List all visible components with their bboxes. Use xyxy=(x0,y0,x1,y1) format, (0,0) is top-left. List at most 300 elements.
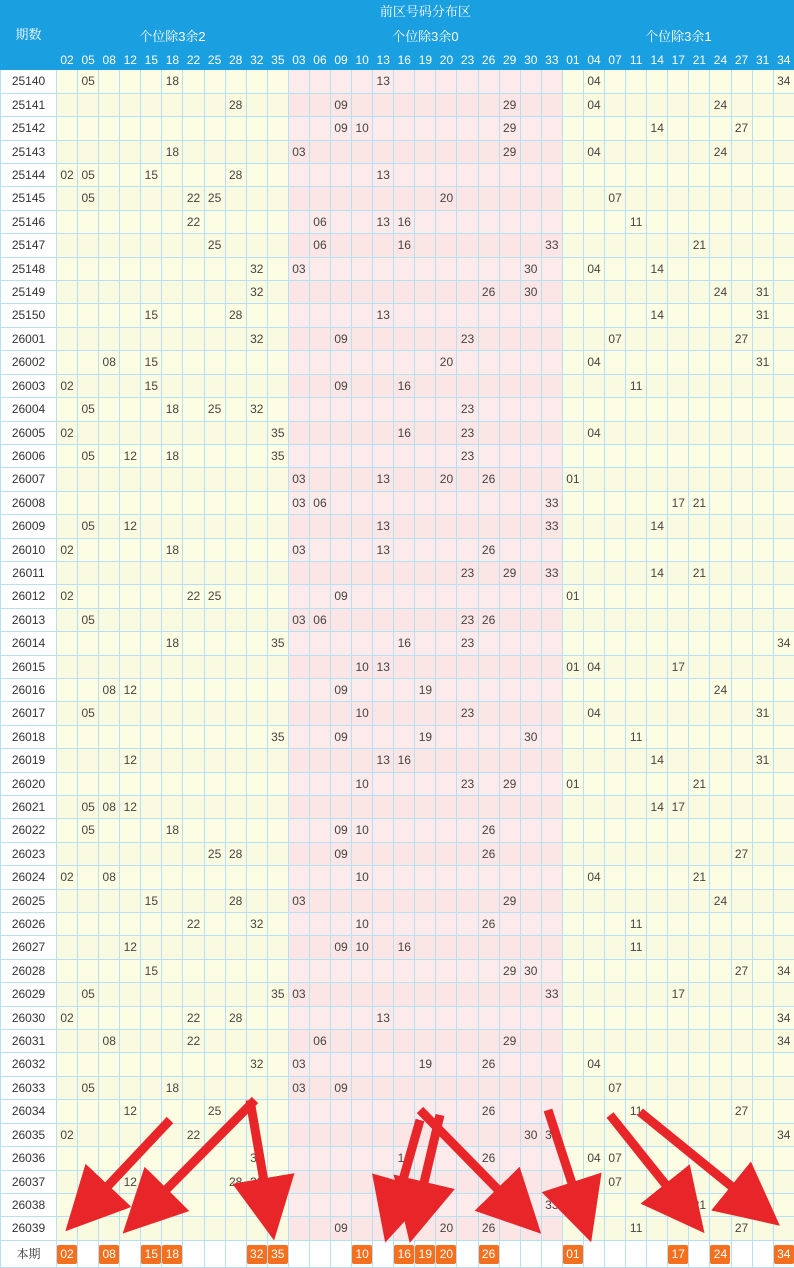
hit-cell: 18 xyxy=(162,632,183,655)
empty-cell xyxy=(478,327,499,350)
empty-cell xyxy=(99,187,120,210)
empty-cell xyxy=(288,913,309,936)
table-row xyxy=(1,468,794,491)
empty-cell xyxy=(352,796,373,819)
issue-number[interactable]: 26012 xyxy=(1,585,57,608)
empty-cell xyxy=(457,257,478,280)
table-row xyxy=(1,796,794,819)
empty-cell xyxy=(668,1217,689,1240)
issue-number[interactable]: 26015 xyxy=(1,655,57,678)
empty-cell xyxy=(647,1076,668,1099)
hit-cell: 17 xyxy=(668,491,689,514)
empty-cell xyxy=(773,164,794,187)
empty-cell xyxy=(141,632,162,655)
empty-cell xyxy=(373,585,394,608)
hit-cell: 28 xyxy=(225,304,246,327)
empty-cell xyxy=(562,702,583,725)
empty-cell xyxy=(773,866,794,889)
empty-cell xyxy=(605,842,626,865)
empty-cell xyxy=(773,1217,794,1240)
hit-cell: 35 xyxy=(267,983,288,1006)
table-row xyxy=(1,632,794,655)
issue-number[interactable]: 26004 xyxy=(1,398,57,421)
hit-cell: 27 xyxy=(731,327,752,350)
empty-cell xyxy=(562,351,583,374)
empty-cell xyxy=(731,1006,752,1029)
empty-cell xyxy=(415,889,436,912)
empty-cell xyxy=(436,702,457,725)
issue-number[interactable]: 26017 xyxy=(1,702,57,725)
issue-number[interactable]: 26033 xyxy=(1,1076,57,1099)
hit-cell: 01 xyxy=(562,585,583,608)
hit-cell: 03 xyxy=(288,889,309,912)
ball-24: 24 xyxy=(710,1245,730,1264)
empty-cell xyxy=(373,140,394,163)
column-header-12: 12 xyxy=(120,51,141,70)
hit-cell: 23 xyxy=(457,632,478,655)
empty-cell xyxy=(499,655,520,678)
empty-cell xyxy=(141,281,162,304)
empty-cell xyxy=(78,749,99,772)
empty-cell xyxy=(415,538,436,561)
hit-cell: 33 xyxy=(541,1123,562,1146)
issue-number[interactable]: 26032 xyxy=(1,1053,57,1076)
empty-cell xyxy=(436,796,457,819)
empty-cell xyxy=(394,304,415,327)
empty-cell xyxy=(436,655,457,678)
issue-number[interactable]: 26010 xyxy=(1,538,57,561)
hit-cell: 04 xyxy=(583,655,604,678)
empty-cell xyxy=(309,421,330,444)
empty-cell xyxy=(373,819,394,842)
issue-number[interactable]: 26037 xyxy=(1,1170,57,1193)
empty-cell xyxy=(352,93,373,116)
empty-cell xyxy=(457,93,478,116)
issue-number[interactable]: 26002 xyxy=(1,351,57,374)
empty-cell xyxy=(773,421,794,444)
empty-cell xyxy=(141,398,162,421)
empty-cell xyxy=(541,1053,562,1076)
empty-cell xyxy=(394,866,415,889)
empty-cell xyxy=(668,1030,689,1053)
issue-number[interactable]: 25143 xyxy=(1,140,57,163)
issue-number[interactable]: 26020 xyxy=(1,772,57,795)
empty-cell xyxy=(57,515,78,538)
empty-cell xyxy=(731,210,752,233)
empty-cell xyxy=(57,678,78,701)
hit-cell: 32 xyxy=(246,913,267,936)
empty-cell xyxy=(752,1076,773,1099)
issue-number[interactable]: 26027 xyxy=(1,936,57,959)
issue-number[interactable]: 26007 xyxy=(1,468,57,491)
issue-number[interactable]: 26034 xyxy=(1,1100,57,1123)
empty-cell xyxy=(373,1053,394,1076)
empty-cell xyxy=(436,1030,457,1053)
empty-cell xyxy=(710,304,731,327)
empty-cell xyxy=(141,913,162,936)
empty-cell xyxy=(120,468,141,491)
empty-cell xyxy=(204,515,225,538)
empty-cell xyxy=(752,515,773,538)
hit-cell: 09 xyxy=(331,93,352,116)
empty-cell xyxy=(436,140,457,163)
empty-cell xyxy=(626,585,647,608)
table-row xyxy=(1,210,794,233)
table-row xyxy=(1,304,794,327)
empty-cell xyxy=(120,561,141,584)
empty-cell xyxy=(415,398,436,421)
issue-number[interactable]: 26029 xyxy=(1,983,57,1006)
empty-cell xyxy=(710,515,731,538)
empty-cell xyxy=(752,1170,773,1193)
empty-cell xyxy=(605,1100,626,1123)
issue-number[interactable]: 25141 xyxy=(1,93,57,116)
empty-cell xyxy=(710,1147,731,1170)
issue-number[interactable]: 26035 xyxy=(1,1123,57,1146)
empty-cell xyxy=(331,257,352,280)
table-row xyxy=(1,1076,794,1099)
column-header-22: 22 xyxy=(183,51,204,70)
empty-cell xyxy=(415,561,436,584)
empty-cell xyxy=(78,327,99,350)
empty-cell xyxy=(583,678,604,701)
table-row xyxy=(1,70,794,93)
empty-cell xyxy=(373,398,394,421)
empty-cell xyxy=(520,70,541,93)
empty-cell xyxy=(647,632,668,655)
issue-number[interactable]: 25142 xyxy=(1,117,57,140)
empty-cell xyxy=(752,678,773,701)
hit-cell: 06 xyxy=(309,1030,330,1053)
empty-cell xyxy=(331,538,352,561)
empty-cell xyxy=(415,70,436,93)
empty-cell xyxy=(373,281,394,304)
empty-cell xyxy=(57,655,78,678)
ball-34: 34 xyxy=(774,1245,794,1264)
empty-cell xyxy=(394,444,415,467)
issue-number[interactable]: 26008 xyxy=(1,491,57,514)
hit-cell: 05 xyxy=(78,164,99,187)
hit-cell: 11 xyxy=(626,1100,647,1123)
empty-cell xyxy=(626,772,647,795)
empty-cell xyxy=(499,1100,520,1123)
empty-cell xyxy=(520,561,541,584)
empty-cell xyxy=(499,1076,520,1099)
empty-cell xyxy=(436,819,457,842)
empty-cell xyxy=(141,1123,162,1146)
empty-cell xyxy=(605,936,626,959)
empty-cell xyxy=(605,444,626,467)
hit-cell: 09 xyxy=(331,374,352,397)
issue-number[interactable]: 26003 xyxy=(1,374,57,397)
empty-cell xyxy=(752,772,773,795)
empty-cell xyxy=(605,234,626,257)
empty-cell xyxy=(499,842,520,865)
issue-number[interactable]: 25149 xyxy=(1,281,57,304)
empty-cell xyxy=(141,936,162,959)
empty-cell xyxy=(162,187,183,210)
empty-cell xyxy=(246,936,267,959)
empty-cell xyxy=(331,1193,352,1216)
empty-cell xyxy=(689,678,710,701)
hit-cell: 03 xyxy=(288,608,309,631)
hit-cell: 21 xyxy=(689,866,710,889)
empty-cell xyxy=(457,164,478,187)
empty-cell xyxy=(183,819,204,842)
empty-cell xyxy=(520,1147,541,1170)
empty-cell xyxy=(267,655,288,678)
empty-cell xyxy=(331,796,352,819)
empty-cell xyxy=(204,1147,225,1170)
issue-number[interactable]: 26005 xyxy=(1,421,57,444)
empty-cell xyxy=(246,1030,267,1053)
empty-cell xyxy=(731,351,752,374)
empty-cell xyxy=(162,936,183,959)
empty-cell xyxy=(731,561,752,584)
empty-cell xyxy=(478,398,499,421)
hit-cell: 01 xyxy=(562,772,583,795)
empty-cell xyxy=(120,655,141,678)
hit-cell: 03 xyxy=(288,1053,309,1076)
hit-cell: 05 xyxy=(78,444,99,467)
issue-number[interactable]: 26024 xyxy=(1,866,57,889)
issue-number[interactable]: 26023 xyxy=(1,842,57,865)
empty-cell xyxy=(499,1006,520,1029)
issue-number[interactable]: 26006 xyxy=(1,444,57,467)
issue-number[interactable]: 26022 xyxy=(1,819,57,842)
empty-cell xyxy=(541,281,562,304)
empty-cell xyxy=(520,983,541,1006)
issue-number[interactable]: 26013 xyxy=(1,608,57,631)
empty-cell xyxy=(141,421,162,444)
empty-cell xyxy=(457,983,478,1006)
empty-cell xyxy=(99,515,120,538)
empty-cell xyxy=(689,1006,710,1029)
empty-cell xyxy=(352,983,373,1006)
issue-number[interactable]: 26021 xyxy=(1,796,57,819)
empty-cell xyxy=(520,117,541,140)
table-row xyxy=(1,1053,794,1076)
hit-cell: 02 xyxy=(57,538,78,561)
empty-cell xyxy=(162,234,183,257)
empty-cell xyxy=(689,257,710,280)
empty-cell xyxy=(647,1170,668,1193)
empty-cell xyxy=(478,655,499,678)
empty-cell xyxy=(309,819,330,842)
empty-cell xyxy=(415,468,436,491)
empty-cell xyxy=(752,1030,773,1053)
empty-cell xyxy=(57,187,78,210)
empty-cell xyxy=(204,117,225,140)
issue-number[interactable]: 26009 xyxy=(1,515,57,538)
issue-number[interactable]: 25148 xyxy=(1,257,57,280)
empty-cell xyxy=(120,913,141,936)
hit-cell: 28 xyxy=(225,1006,246,1029)
empty-cell xyxy=(499,210,520,233)
empty-cell xyxy=(647,983,668,1006)
empty-cell xyxy=(605,281,626,304)
empty-cell xyxy=(204,655,225,678)
empty-cell xyxy=(309,538,330,561)
empty-cell xyxy=(478,351,499,374)
issue-number[interactable]: 26018 xyxy=(1,725,57,748)
table-row xyxy=(1,351,794,374)
empty-cell xyxy=(731,936,752,959)
empty-cell xyxy=(415,796,436,819)
empty-cell xyxy=(225,327,246,350)
empty-cell xyxy=(773,234,794,257)
empty-cell xyxy=(731,889,752,912)
empty-cell xyxy=(78,538,99,561)
table-row xyxy=(1,1123,794,1146)
hit-cell: 29 xyxy=(499,772,520,795)
empty-cell xyxy=(394,257,415,280)
issue-number[interactable]: 25140 xyxy=(1,70,57,93)
summary-empty xyxy=(689,1240,710,1267)
empty-cell xyxy=(605,1030,626,1053)
empty-cell xyxy=(541,678,562,701)
empty-cell xyxy=(647,702,668,725)
issue-number[interactable]: 26019 xyxy=(1,749,57,772)
empty-cell xyxy=(78,889,99,912)
empty-cell xyxy=(394,561,415,584)
empty-cell xyxy=(689,889,710,912)
empty-cell xyxy=(267,210,288,233)
issue-number[interactable]: 26028 xyxy=(1,959,57,982)
empty-cell xyxy=(57,1030,78,1053)
empty-cell xyxy=(478,936,499,959)
empty-cell xyxy=(520,1076,541,1099)
empty-cell xyxy=(689,515,710,538)
empty-cell xyxy=(689,70,710,93)
issue-number[interactable]: 26001 xyxy=(1,327,57,350)
empty-cell xyxy=(752,866,773,889)
empty-cell xyxy=(373,93,394,116)
empty-cell xyxy=(731,374,752,397)
empty-cell xyxy=(562,749,583,772)
empty-cell xyxy=(478,1193,499,1216)
empty-cell xyxy=(331,70,352,93)
issue-number[interactable]: 26016 xyxy=(1,678,57,701)
empty-cell xyxy=(267,327,288,350)
empty-cell xyxy=(162,796,183,819)
empty-cell xyxy=(773,187,794,210)
empty-cell xyxy=(352,608,373,631)
empty-cell xyxy=(731,491,752,514)
empty-cell xyxy=(436,70,457,93)
empty-cell xyxy=(309,327,330,350)
empty-cell xyxy=(415,983,436,1006)
empty-cell xyxy=(731,725,752,748)
empty-cell xyxy=(520,351,541,374)
empty-cell xyxy=(478,749,499,772)
empty-cell xyxy=(436,608,457,631)
empty-cell xyxy=(415,1006,436,1029)
empty-cell xyxy=(478,234,499,257)
empty-cell xyxy=(541,257,562,280)
ball-18: 18 xyxy=(162,1245,182,1264)
header-title-row xyxy=(1,1,794,24)
empty-cell xyxy=(415,515,436,538)
empty-cell xyxy=(752,913,773,936)
column-header-26: 26 xyxy=(478,51,499,70)
hit-cell: 30 xyxy=(520,1123,541,1146)
empty-cell xyxy=(773,702,794,725)
table-footer xyxy=(1,1240,794,1267)
issue-number[interactable]: 25144 xyxy=(1,164,57,187)
issue-number[interactable]: 26039 xyxy=(1,1217,57,1240)
issue-number[interactable]: 26031 xyxy=(1,1030,57,1053)
issue-number[interactable]: 26030 xyxy=(1,1006,57,1029)
empty-cell xyxy=(373,632,394,655)
empty-cell xyxy=(562,1193,583,1216)
empty-cell xyxy=(120,889,141,912)
hit-cell: 03 xyxy=(288,538,309,561)
empty-cell xyxy=(647,187,668,210)
empty-cell xyxy=(162,1006,183,1029)
empty-cell xyxy=(605,164,626,187)
issue-number[interactable]: 26026 xyxy=(1,913,57,936)
column-header-10: 10 xyxy=(352,51,373,70)
empty-cell xyxy=(288,936,309,959)
summary-empty xyxy=(204,1240,225,1267)
empty-cell xyxy=(204,327,225,350)
empty-cell xyxy=(57,749,78,772)
empty-cell xyxy=(246,632,267,655)
issue-number[interactable]: 26036 xyxy=(1,1147,57,1170)
hit-cell: 24 xyxy=(710,889,731,912)
empty-cell xyxy=(731,585,752,608)
empty-cell xyxy=(415,327,436,350)
empty-cell xyxy=(246,866,267,889)
empty-cell xyxy=(141,819,162,842)
empty-cell xyxy=(78,655,99,678)
empty-cell xyxy=(541,1006,562,1029)
empty-cell xyxy=(710,632,731,655)
empty-cell xyxy=(246,468,267,491)
issue-number[interactable]: 26011 xyxy=(1,561,57,584)
hit-cell: 11 xyxy=(626,1217,647,1240)
empty-cell xyxy=(583,398,604,421)
issue-number[interactable]: 26025 xyxy=(1,889,57,912)
empty-cell xyxy=(752,819,773,842)
empty-cell xyxy=(436,1076,457,1099)
empty-cell xyxy=(57,1193,78,1216)
empty-cell xyxy=(689,351,710,374)
empty-cell xyxy=(246,1006,267,1029)
empty-cell xyxy=(583,187,604,210)
hit-cell: 10 xyxy=(352,655,373,678)
empty-cell xyxy=(436,234,457,257)
issue-number[interactable]: 26014 xyxy=(1,632,57,655)
issue-number[interactable]: 26038 xyxy=(1,1193,57,1216)
hit-cell: 09 xyxy=(331,819,352,842)
issue-number[interactable]: 25150 xyxy=(1,304,57,327)
hit-cell: 10 xyxy=(352,772,373,795)
issue-number[interactable]: 25146 xyxy=(1,210,57,233)
hit-cell: 33 xyxy=(541,234,562,257)
empty-cell xyxy=(457,1193,478,1216)
empty-cell xyxy=(689,749,710,772)
table-row xyxy=(1,725,794,748)
empty-cell xyxy=(562,608,583,631)
issue-number[interactable]: 25145 xyxy=(1,187,57,210)
empty-cell xyxy=(246,70,267,93)
empty-cell xyxy=(773,117,794,140)
empty-cell xyxy=(141,140,162,163)
issue-number[interactable]: 25147 xyxy=(1,234,57,257)
empty-cell xyxy=(225,187,246,210)
